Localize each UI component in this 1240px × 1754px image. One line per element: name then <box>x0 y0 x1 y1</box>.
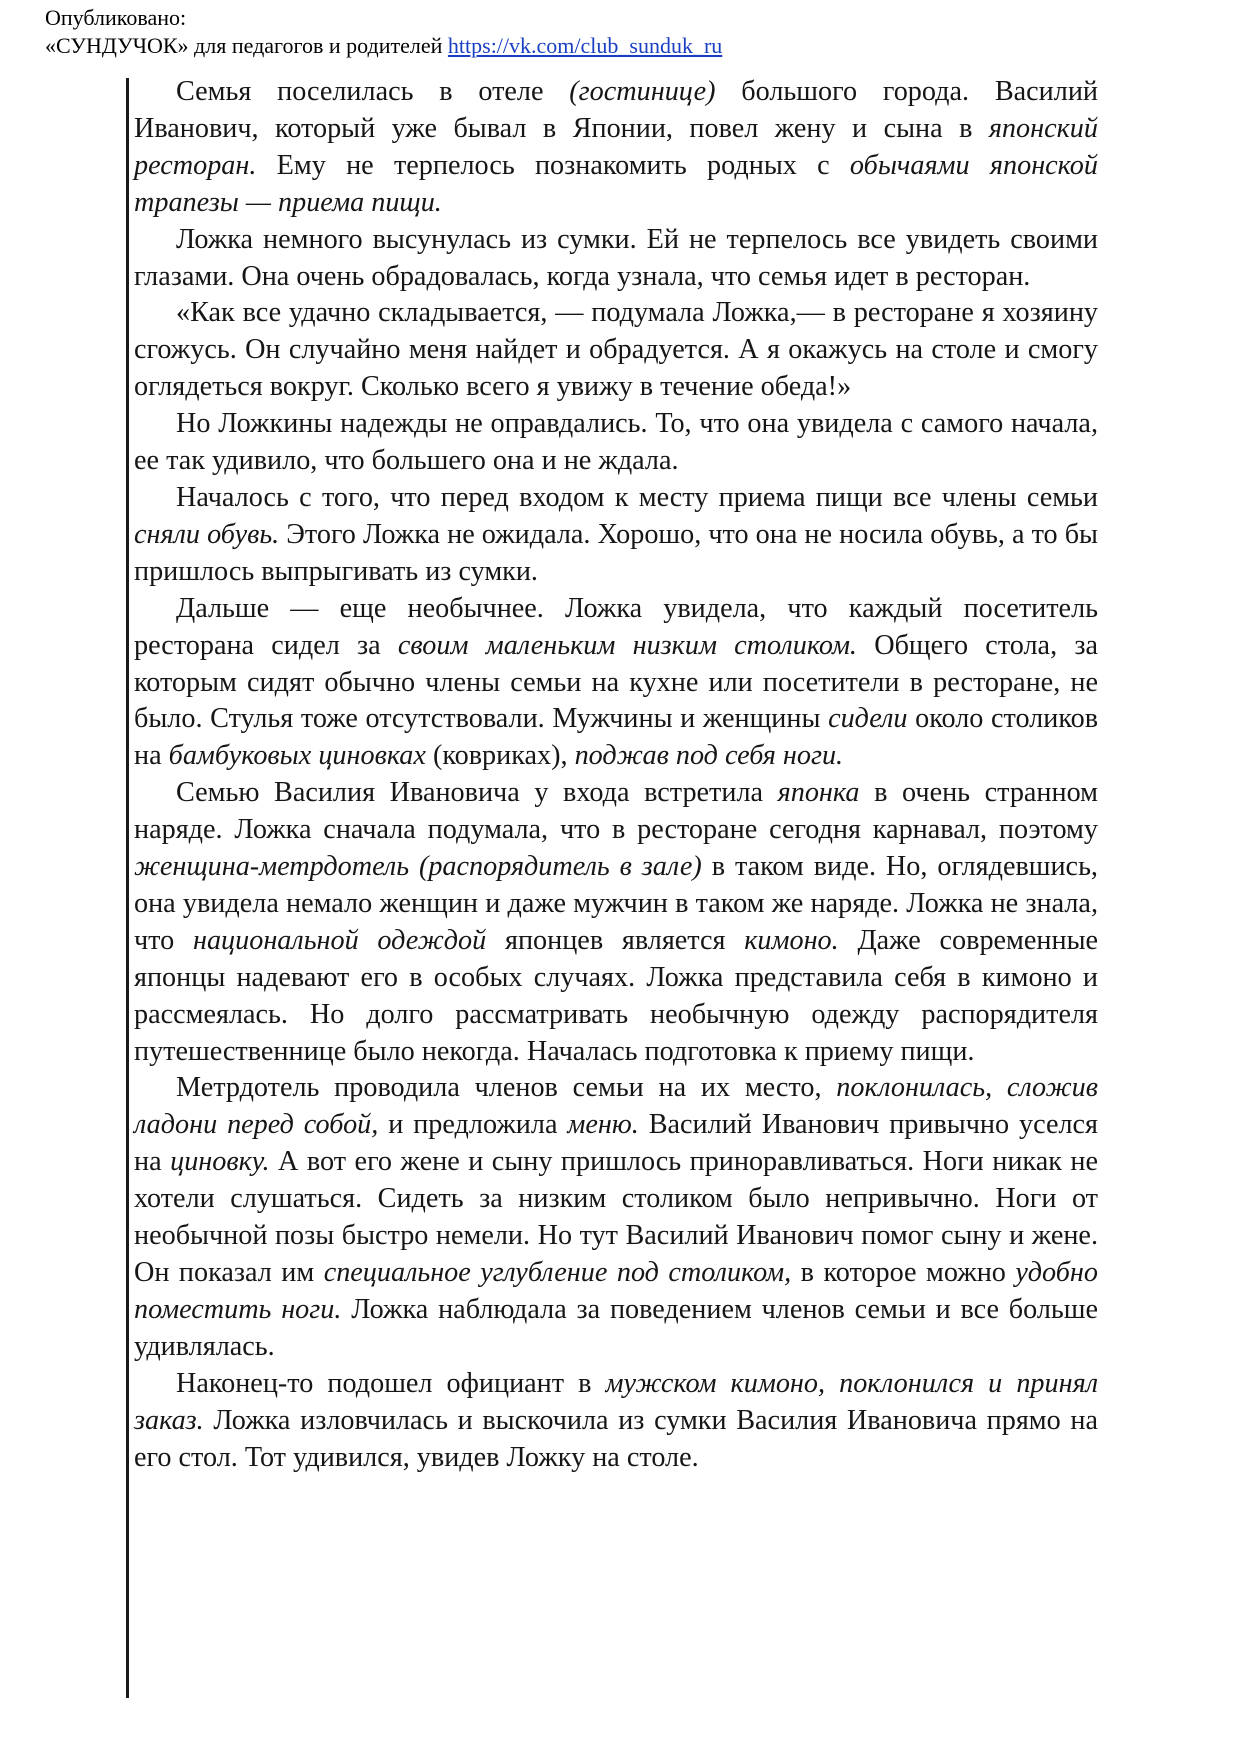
text-run: в которое можно <box>791 1257 1016 1288</box>
text-run: Общего стола, за которым сидят обычно члены семьи на кухне или посетители в ресторане, не было. Стулья тоже отсутствовали. Мужчины и женщины <box>134 629 1098 735</box>
margin-rule <box>126 78 129 1698</box>
italic-term: меню. <box>567 1109 639 1141</box>
text-run: Ложка изловчилась и выскочила из сумки Василия Ивановича прямо на его стол. Тот удивился, увидев Ложку на столе. <box>134 1404 1098 1473</box>
italic-term: японка <box>777 777 860 809</box>
italic-term: поджав под себя ноги. <box>574 740 844 772</box>
paragraph <box>134 591 1098 776</box>
text-run: Василий Иванович привычно уселся на <box>134 1109 1098 1178</box>
italic-term: мужском кимоно, поклонился и принял заказ. <box>134 1367 1098 1436</box>
text-run: большого города. Василий Иванович, который уже бывал в Японии, повел жену и сына в <box>134 76 1098 144</box>
text-run: в таком виде. Но, оглядевшись, она увидела немало женщин и даже мужчин в таком же наряде. Ложка не знала, что <box>134 851 1098 956</box>
story-text <box>134 74 1098 1476</box>
italic-term: кимоно. <box>744 924 839 956</box>
text-run: Даже современные японцы надевают его в особых случаях. Ложка представила себя в кимоно и рассмеялась. Но долго рассматривать необычную одежду распорядителя путешественнице было некогда. Началась подготовка к приему пищи. <box>134 924 1099 1067</box>
italic-term: японский ресторан. <box>134 112 1098 181</box>
italic-term: женщина-метрдотель (распорядитель в зале) <box>134 851 702 883</box>
paragraph <box>134 222 1098 296</box>
text-run: Ложка наблюдала за поведением членов семьи и все больше удивлялась. <box>134 1293 1099 1362</box>
published-label: Опубликовано: <box>45 5 187 30</box>
italic-term: обычаями японской трапезы — приема пищи. <box>134 149 1098 218</box>
text-run: японцев является <box>486 924 745 956</box>
source-text: «СУНДУЧОК» для педагогов и родителей <box>45 33 443 58</box>
italic-term: сидели <box>828 703 908 735</box>
paragraph <box>134 480 1098 591</box>
text-run: и предложила <box>378 1109 568 1141</box>
publication-header <box>45 4 1145 60</box>
text-run: Дальше — еще необычнее. Ложка увидела, что каждый посетитель ресторана сидел за <box>134 592 1098 661</box>
text-run: Наконец-то подошел официант в <box>176 1367 606 1399</box>
source-link[interactable]: https://vk.com/club_sunduk_ru <box>447 33 723 58</box>
text-run: Но Ложкины надежды не оправдались. То, что она увидела с самого начала, ее так удивило, что большего она и не ждала. <box>134 408 1098 477</box>
paragraph <box>134 74 1098 222</box>
text-run: Началось с того, что перед входом к месту приема пищи все члены семьи <box>176 481 1098 513</box>
text-run: около столиков на <box>134 703 1099 772</box>
text-run: «Как все удачно складывается, — подумала Ложка,— в ресторане я хозяину сгожусь. Он случайно меня найдет и обрадуется. А я окажусь на столе и смогу оглядеться вокруг. Сколько всего я увижу в течение обеда!» <box>134 297 1098 403</box>
italic-term: национальной одеждой <box>192 924 487 956</box>
paragraph <box>134 1366 1098 1477</box>
italic-term: удобно поместить ноги. <box>134 1257 1099 1325</box>
italic-term: сняли обувь. <box>134 518 280 550</box>
italic-term: (гостинице) <box>569 76 716 107</box>
text-run: Семья поселилась в отеле <box>176 76 570 107</box>
text-run: Этого Ложка не ожидала. Хорошо, что она не носила обувь, а то бы пришлось выпрыгивать из сумки. <box>134 518 1098 587</box>
italic-term: бамбуковых циновках <box>168 740 426 772</box>
text-run: А вот его жене и сыну пришлось приноравливаться. Ноги никак не хотели слушаться. Сидеть за низким столиком было непривычно. Ноги от необычной позы быстро немели. Но тут Василий Иванович помог сыну и жене. Он показал им <box>134 1146 1098 1288</box>
source-line <box>45 32 1145 60</box>
text-run: Метрдотель проводила членов семьи на их место, <box>176 1072 837 1104</box>
paragraph <box>134 295 1098 406</box>
italic-term: специальное углубление под столиком, <box>323 1257 792 1288</box>
italic-term: циновку. <box>170 1146 270 1178</box>
text-run: Ложка немного высунулась из сумки. Ей не терпелось все увидеть своими глазами. Она очень обрадовалась, когда узнала, что семья идет в ресторан. <box>134 223 1098 292</box>
paragraph <box>134 1070 1098 1365</box>
paragraph <box>134 406 1098 480</box>
text-run: Ему не терпелось познакомить родных с <box>256 149 850 181</box>
text-run: Семью Василия Ивановича у входа встретила <box>176 777 778 809</box>
paragraph <box>134 775 1098 1070</box>
text-run: (ковриках), <box>425 740 575 772</box>
italic-term: своим маленьким низким столиком. <box>397 629 857 661</box>
italic-term: поклонилась, сложив ладони перед собой, <box>134 1072 1098 1141</box>
text-run: в очень странном наряде. Ложка сначала подумала, что в ресторане сегодня карнавал, поэтому <box>134 777 1098 846</box>
